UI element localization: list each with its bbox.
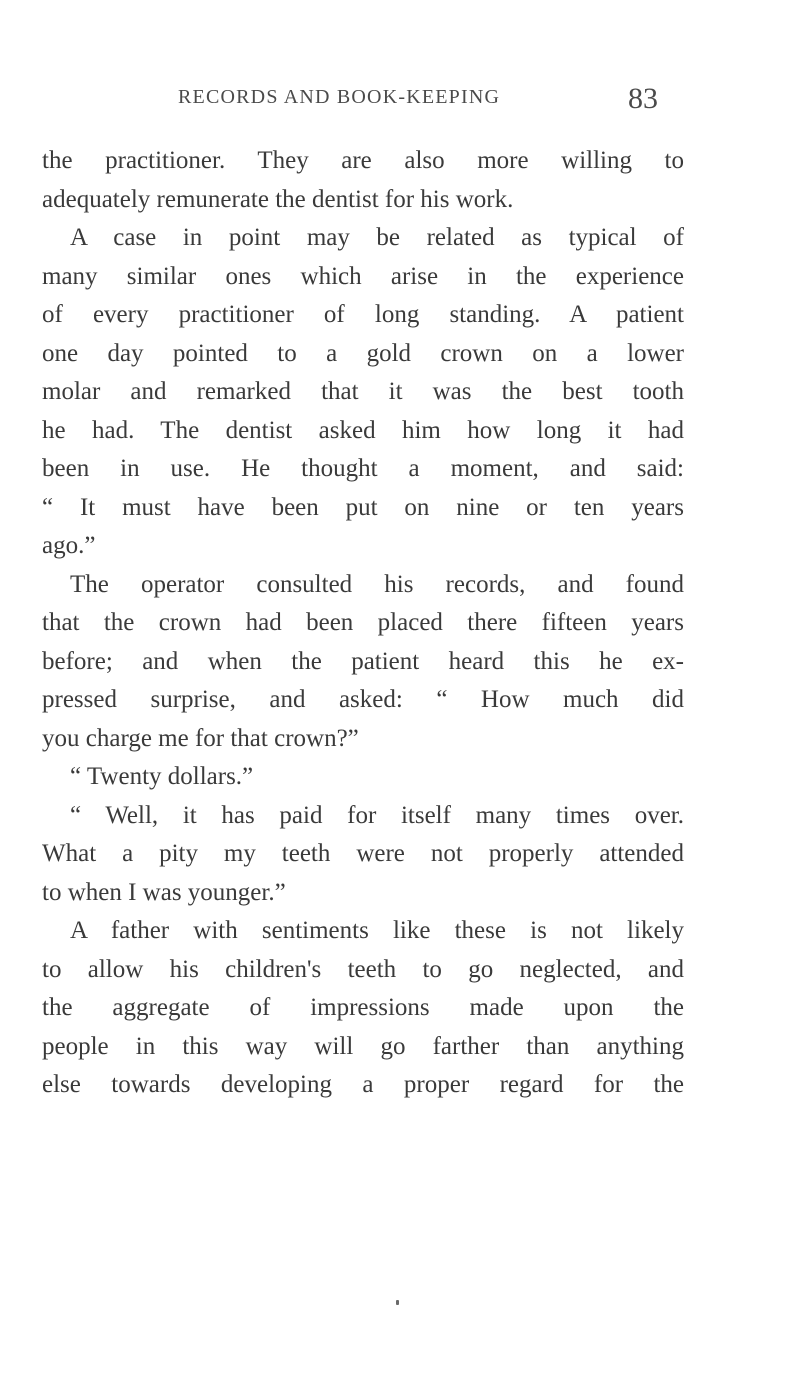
text-line: you charge me for that crown?” [42, 724, 359, 752]
text-line: pressed surprise, and asked: “ How much did [42, 686, 684, 713]
text-line: been in use. He thought a moment, and said: [42, 455, 684, 482]
text-line: of every practitioner of long standing. A patient [42, 301, 684, 328]
text-line: “ Twenty dollars.” [70, 763, 254, 790]
body-text [42, 142, 684, 1105]
text-line: adequately remunerate the dentist for his work. [42, 185, 514, 213]
page-number: 83 [628, 82, 658, 115]
text-line: “ Well, it has paid for itself many times over. [70, 801, 684, 829]
printer-mark [396, 1300, 399, 1305]
text-line: to allow his children's teeth to go neglected, and [42, 955, 684, 983]
text-line: “ It must have been put on nine or ten years [42, 493, 684, 521]
text-line: that the crown had been placed there fifteen years [42, 609, 684, 636]
text-line: else towards developing a proper regard for the [42, 1071, 684, 1098]
text-line: the practitioner. They are also more willing to [42, 147, 684, 174]
text-line: A father with sentiments like these is not likely [70, 917, 684, 944]
text-line: he had. The dentist asked him how long it had [42, 416, 684, 444]
text-line: the aggregate of impressions made upon the [42, 994, 684, 1021]
text-line: many similar ones which arise in the experience [42, 262, 684, 290]
text-line: molar and remarked that it was the best tooth [42, 378, 684, 405]
text-line: ago.” [42, 532, 96, 559]
text-line: to when I was younger.” [42, 878, 286, 906]
running-head-title: RECORDS AND BOOK-KEEPING [178, 86, 501, 108]
running-head [0, 82, 800, 126]
text-line: before; and when the patient heard this he ex- [42, 647, 684, 675]
text-line: The operator consulted his records, and found [70, 570, 684, 598]
text-line: one day pointed to a gold crown on a lower [42, 339, 684, 367]
text-line: A case in point may be related as typical of [70, 224, 684, 251]
text-line: people in this way will go farther than anything [42, 1032, 684, 1060]
text-line: What a pity my teeth were not properly attended [42, 840, 684, 867]
